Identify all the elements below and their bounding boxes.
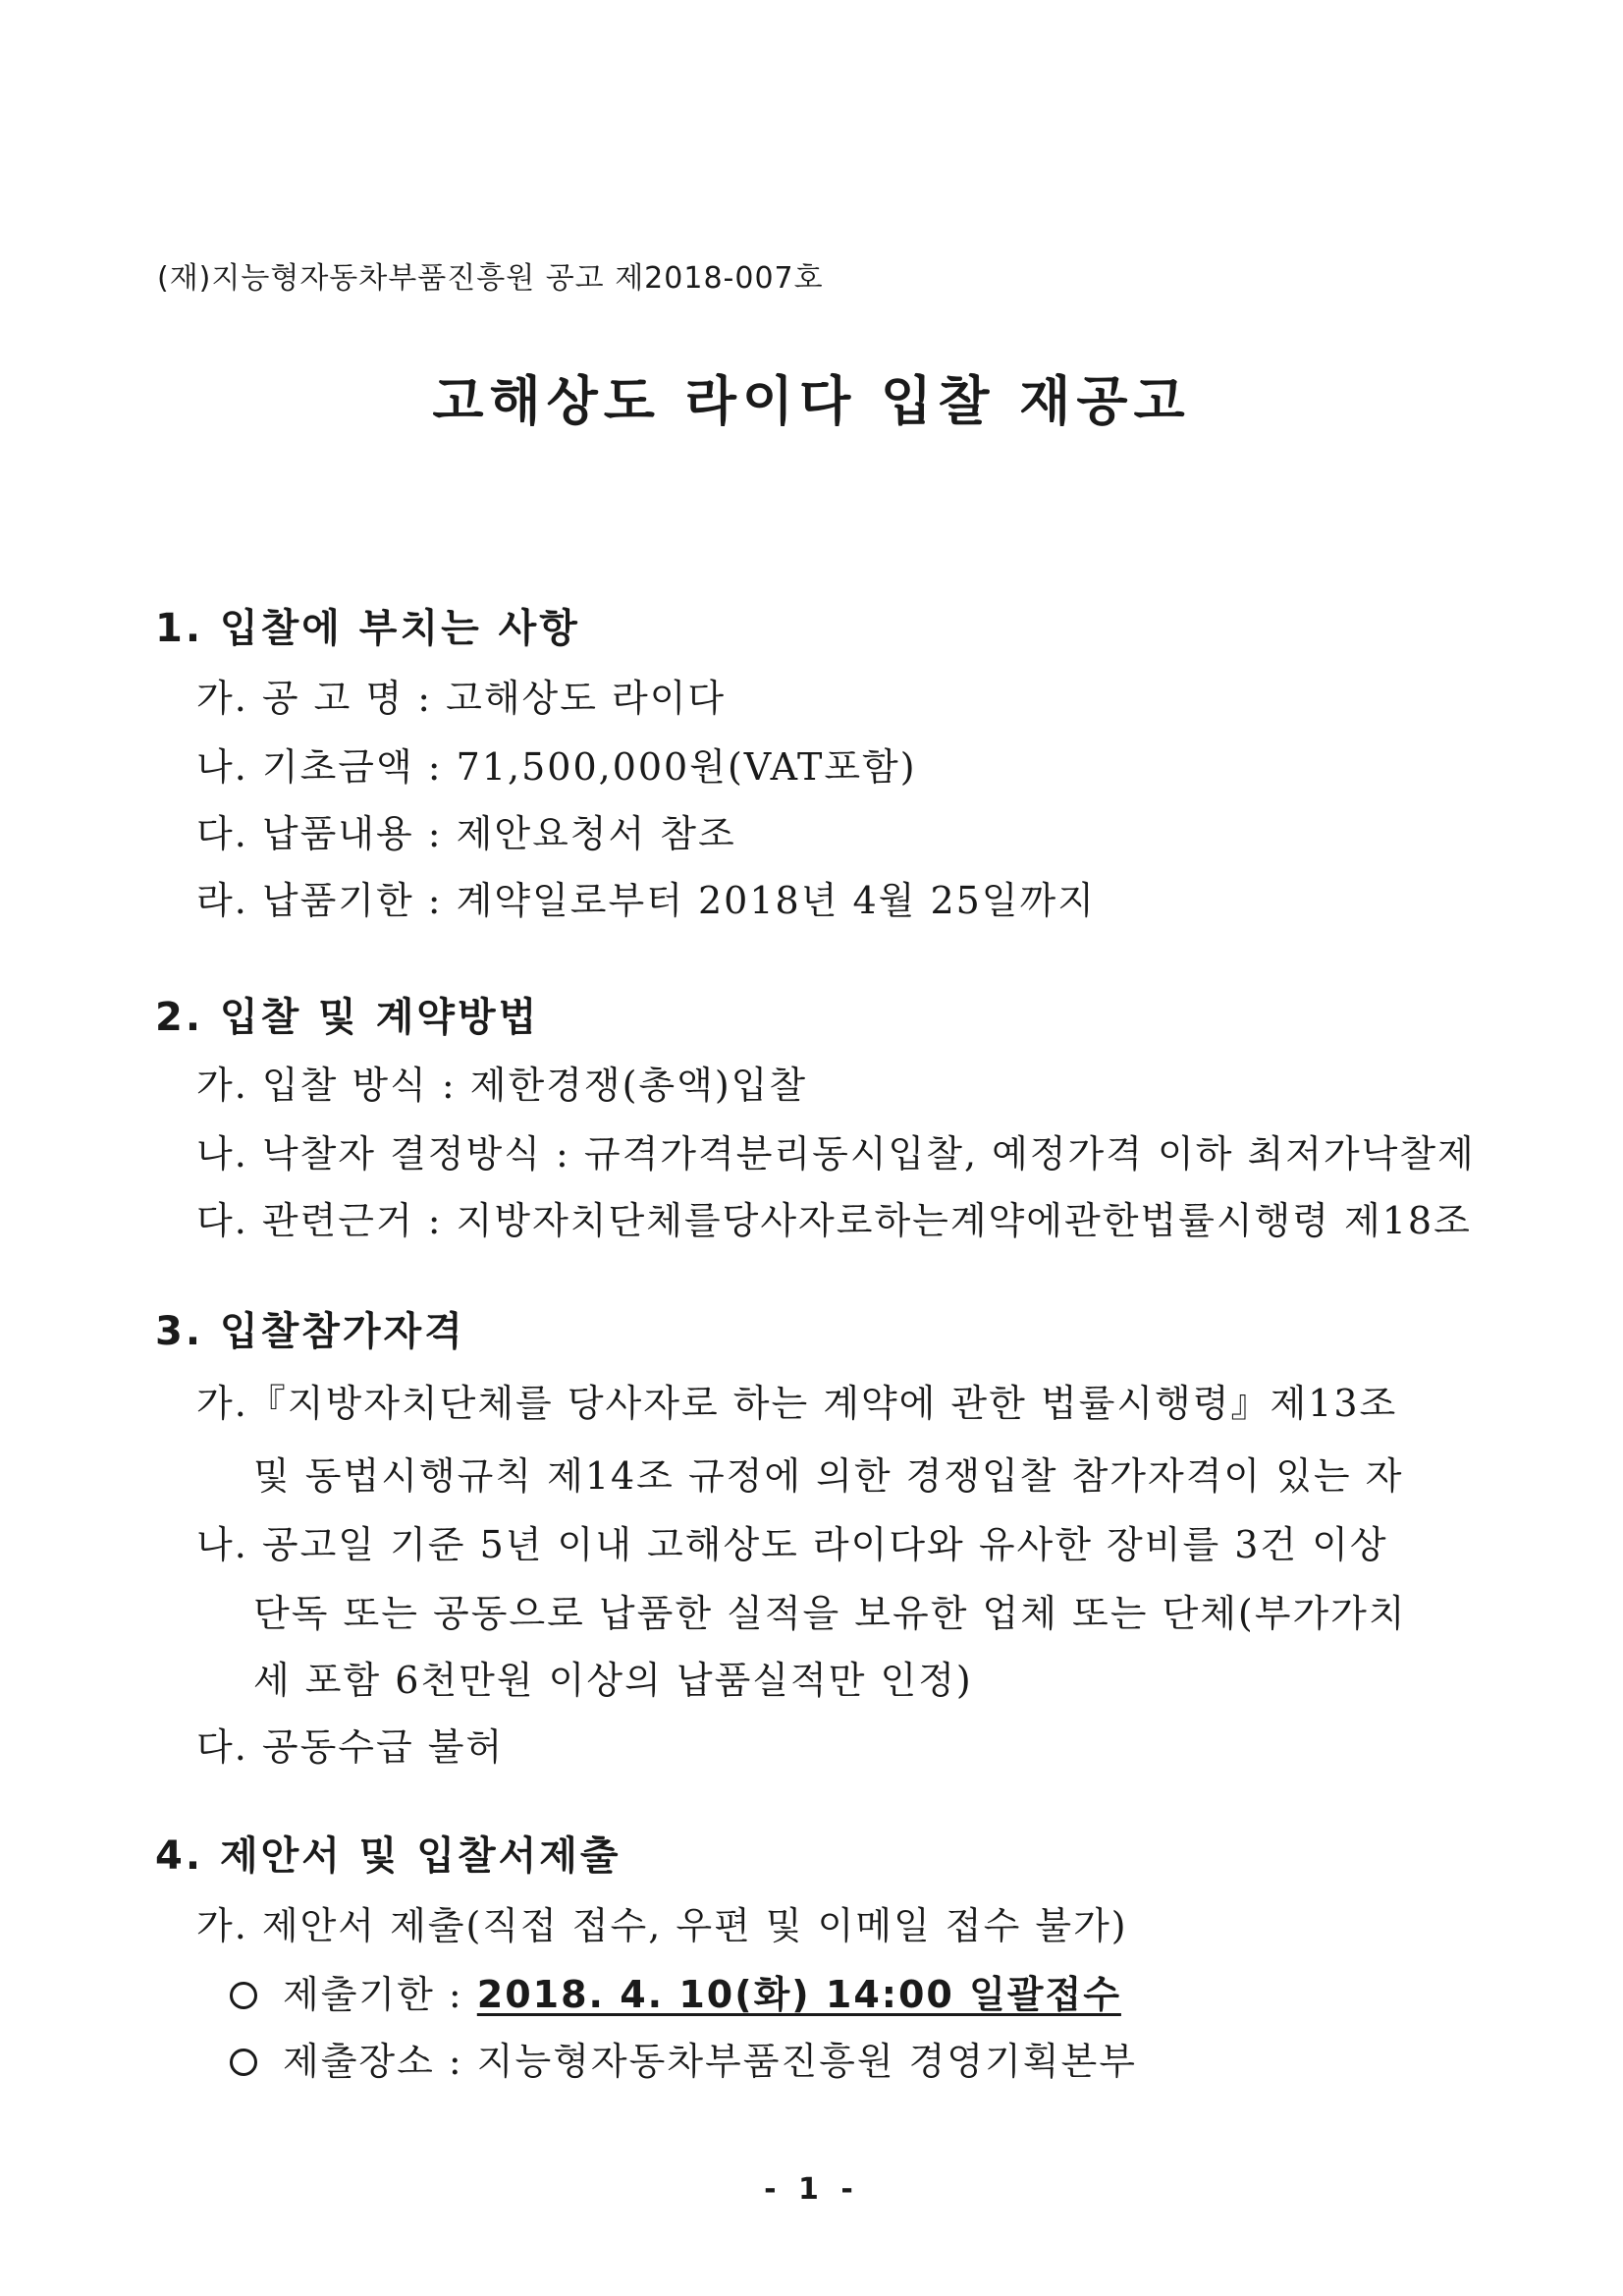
section-heading-3: 3. 입찰참가자격 xyxy=(155,1309,465,1354)
section-2-item-b: 나. 낙찰자 결정방식 : 규격가격분리동시입찰, 예정가격 이하 최저가낙찰제 xyxy=(196,1132,1476,1175)
section-heading-2: 2. 입찰 및 계약방법 xyxy=(155,995,540,1040)
notice-number: (재)지능형자동차부품진흥원 공고 제2018-007호 xyxy=(157,261,824,296)
submission-deadline-label: 제출기한 : xyxy=(283,1973,477,2016)
section-4-item-a: 가. 제안서 제출(직접 접수, 우편 및 이메일 접수 불가) xyxy=(196,1904,1128,1947)
submission-deadline xyxy=(230,1964,1121,2018)
section-heading-4: 4. 제안서 및 입찰서제출 xyxy=(155,1833,622,1879)
section-1-item-a: 가. 공 고 명 : 고해상도 라이다 xyxy=(196,677,727,720)
submission-place-value: 지능형자동차부품진흥원 경영기획본부 xyxy=(476,2040,1137,2083)
section-2-item-a: 가. 입찰 방식 : 제한경쟁(총액)입찰 xyxy=(196,1064,808,1107)
circle-bullet-icon xyxy=(230,1982,257,2009)
section-3-item-b: 나. 공고일 기준 5년 이내 고해상도 라이다와 유사한 장비를 3건 이상 xyxy=(196,1523,1388,1566)
submission-place-label: 제출장소 : xyxy=(283,2040,477,2083)
section-1-item-d: 라. 납품기한 : 계약일로부터 2018년 4월 25일까지 xyxy=(196,879,1096,922)
section-2-item-c: 다. 관련근거 : 지방자치단체를당사자로하는계약에관한법률시행령 제18조 xyxy=(196,1199,1472,1242)
submission-place xyxy=(230,2031,1137,2085)
circle-bullet-icon xyxy=(230,2049,257,2076)
section-3-item-c: 다. 공동수급 불허 xyxy=(196,1725,505,1769)
document-title: 고해상도 라이다 입찰 재공고 xyxy=(432,370,1191,432)
section-1-item-b: 나. 기초금액 : 71,500,000원(VAT포함) xyxy=(196,745,917,789)
page-number: - 1 - xyxy=(764,2172,859,2207)
section-3-item-a-cont: 및 동법시행규칙 제14조 규정에 의한 경쟁입찰 참가자격이 있는 자 xyxy=(253,1454,1404,1498)
section-1-item-c: 다. 납품내용 : 제안요청서 참조 xyxy=(196,812,736,855)
section-3-item-b-cont2: 세 포함 6천만원 이상의 납품실적만 인정) xyxy=(253,1659,973,1702)
section-3-item-a: 가.『지방자치단체를 당사자로 하는 계약에 관한 법률시행령』제13조 xyxy=(196,1382,1398,1425)
submission-deadline-value: 2018. 4. 10(화) 14:00 일괄접수 xyxy=(476,1973,1121,2016)
section-heading-1: 1. 입찰에 부치는 사항 xyxy=(155,606,580,651)
section-3-item-b-cont1: 단독 또는 공동으로 납품한 실적을 보유한 업체 또는 단체(부가가치 xyxy=(253,1592,1407,1635)
